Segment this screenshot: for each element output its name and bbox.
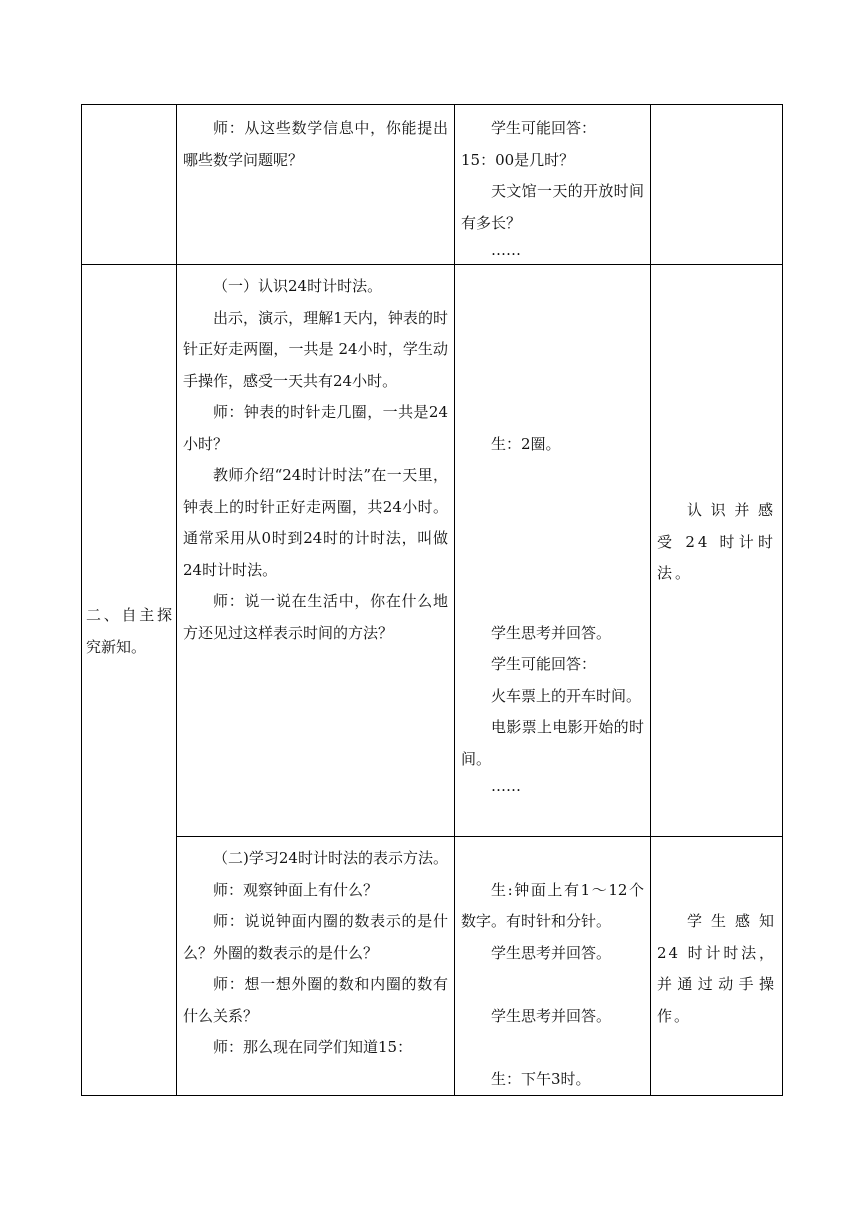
student-text: 学生思考并回答。 [491, 943, 612, 962]
stage-title: 二、自主探究新知。 [86, 606, 172, 656]
lesson-plan-table [81, 104, 783, 1096]
student-text: 学生思考并回答。 [491, 623, 612, 642]
student-text: 生：2圈。 [491, 434, 561, 453]
student-text: 学生思考并回答。 [491, 1006, 612, 1025]
student-text: 天文馆一天的开放时间有多长？ [461, 182, 644, 232]
design-intent-cell [651, 265, 783, 837]
design-intent-cell [651, 837, 783, 1096]
teacher-text: 师：说一说在生活中，你在什么地方还见过这样表示时间的方法？ [183, 592, 448, 642]
teacher-text: 师：观察钟面上有什么？ [213, 880, 379, 899]
stage-cell [82, 265, 177, 1096]
teacher-text: 教师介绍“24时计时法”在一天里，钟表上的时针正好走两圈，共24小时。通常采用从0时到24时的计时法，叫做24时计时法。 [183, 466, 448, 579]
teacher-text: 师：钟表的时针走几圈，一共是24小时？ [183, 403, 448, 453]
teacher-activity-cell [177, 105, 455, 265]
design-intent-cell-empty [651, 105, 783, 265]
design-intent-text: 认识并感受 24 时计时法。 [657, 501, 776, 583]
student-text: …… [491, 241, 521, 259]
teacher-text: 师：从这些数学信息中，你能提出哪些数学问题呢？ [183, 119, 448, 169]
student-text: 火车票上的开车时间。 [491, 686, 642, 705]
student-activity-cell [455, 837, 651, 1096]
student-activity-cell [455, 265, 651, 837]
teacher-text: 师：想一想外圈的数和内圈的数有什么关系？ [183, 975, 448, 1025]
teacher-text: 出示，演示，理解1天内，钟表的时针正好走两圈，一共是 24小时，学生动手操作，感受一天共有24小时。 [183, 308, 448, 390]
table-row [82, 265, 783, 837]
teacher-activity-cell [177, 265, 455, 837]
student-text: 电影票上电影开始的时间。 [461, 718, 644, 768]
student-text: 学生可能回答： [491, 655, 597, 673]
stage-cell-empty [82, 105, 177, 265]
teacher-text: （二)学习24时计时法的表示方法。 [213, 849, 448, 867]
student-text: 生：下午3时。 [491, 1069, 591, 1088]
student-text: 15：00是几时？ [461, 150, 575, 169]
student-text: 学生可能回答： [491, 119, 597, 137]
student-text: 生:钟面上有1～12个数字。有时针和分针。 [461, 880, 644, 930]
student-text: …… [491, 777, 521, 795]
teacher-text: 师：那么现在同学们知道15： [213, 1038, 413, 1056]
table-row [82, 837, 783, 1096]
table-row [82, 105, 783, 265]
teacher-activity-cell [177, 837, 455, 1096]
teacher-text: 师：说说钟面内圈的数表示的是什么？外圈的数表示的是什么？ [183, 912, 448, 962]
design-intent-text: 学生感知24 时计时法，并通过动手操作。 [657, 912, 776, 1025]
teacher-text: （一）认识24时计时法。 [213, 277, 383, 295]
student-activity-cell [455, 105, 651, 265]
